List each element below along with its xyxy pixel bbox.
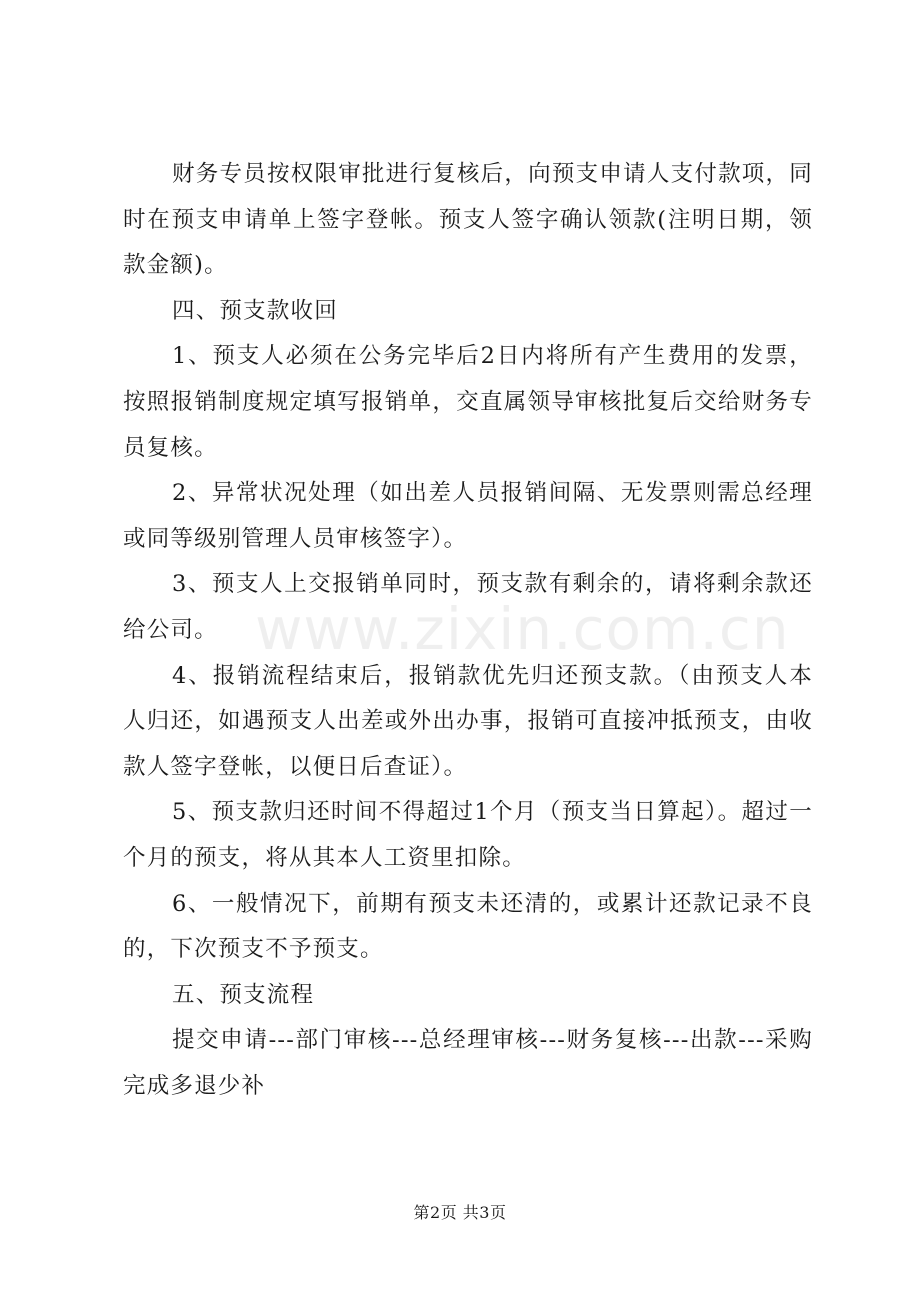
watermark: www.zixin.com.cn <box>255 595 790 663</box>
paragraph-item-4: 4、报销流程结束后，报销款优先归还预支款。（由预支人本人归还，如遇预支人出差或外出办事，报销可直接冲抵预支，由收款人签字登帐，以便日后查证）。 <box>123 662 813 780</box>
paragraph-item-6: 6、一般情况下，前期有预支未还清的，或累计还款记录不良的，下次预支不予预支。 <box>123 890 813 963</box>
section-heading-repayment: 四、预支款收回 <box>172 297 338 324</box>
paragraph-payment-review: 财务专员按权限审批进行复核后，向预支申请人支付款项，同时在预支申请单上签字登帐。预支人签字确认领款(注明日期，领款金额)。 <box>123 161 813 279</box>
paragraph-item-2: 2、异常状况处理（如出差人员报销间隔、无发票则需总经理或同等级别管理人员审核签字）。 <box>123 480 813 552</box>
paragraph-item-1: 1、预支人必须在公务完毕后2日内将所有产生费用的发票，按照报销制度规定填写报销单，交直属领导审核批复后交给财务专员复核。 <box>123 343 813 461</box>
document-body <box>123 152 813 1109</box>
page-number-footer: 第2页 共3页 <box>413 1203 507 1222</box>
paragraph-process-flow: 提交申请---部门审核---总经理审核---财务复核---出款---采购完成多退少补 <box>123 1027 813 1099</box>
paragraph-item-3: 3、预支人上交报销单同时，预支款有剩余的，请将剩余款还给公司。 <box>123 571 813 643</box>
section-heading-process: 五、预支流程 <box>172 981 315 1008</box>
paragraph-item-5: 5、预支款归还时间不得超过1个月（预支当日算起）。超过一个月的预支，将从其本人工资里扣除。 <box>123 799 813 871</box>
